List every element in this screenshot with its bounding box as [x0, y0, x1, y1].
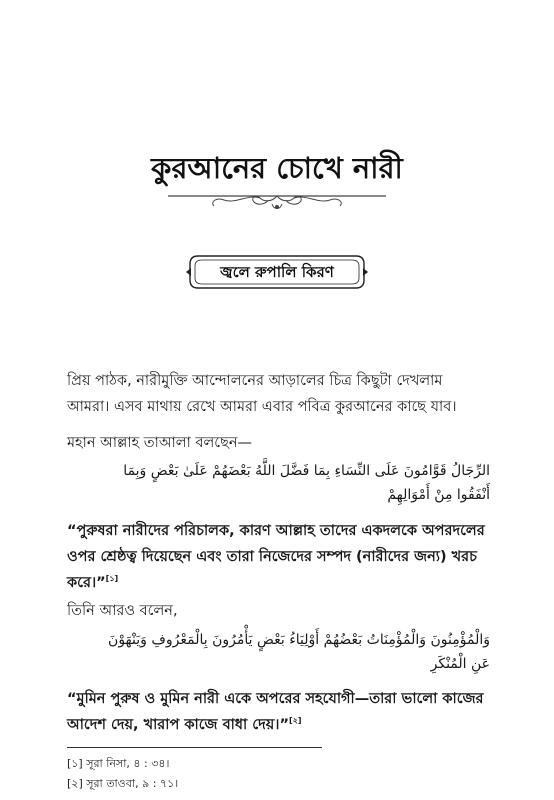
translation-1	[67, 518, 487, 596]
arabic-verse-2: وَالْمُؤْمِنُونَ وَالْمُؤْمِنَاتُ بَعْضُهُمْ أَوْلِيَاءُ بَعْضٍ يَأْمُرُونَ بِالْمَعْرُوفِ وَيَنْهَوْنَ عَنِ الْمُنْكَرِ	[108, 632, 490, 672]
footnote-ref-1[interactable]: [১]	[105, 574, 119, 584]
footnote-1: [১] সূরা নিসা, ৪ : ৩৪।	[67, 757, 170, 770]
section-badge-label: জ্বলে রুপালি কিরণ	[220, 263, 334, 281]
section-badge	[186, 252, 368, 292]
title-ornament	[168, 188, 386, 218]
arabic-verse-1: الرِّجَالُ قَوَّامُونَ عَلَى النِّسَاءِ بِمَا فَضَّلَ اللَّهُ بَعْضَهُمْ عَلَىٰ بَعْضٍ وَبِمَا أَنْفَقُوا مِنْ أَمْوَالِهِمْ	[123, 463, 490, 503]
lead-line-1: মহান আল্লাহ তাআলা বলছেন—	[67, 435, 253, 451]
footnote-divider	[67, 747, 322, 748]
translation-1-text: “পুরুষরা নারীদের পরিচালক, কারণ আল্লাহ তাদের একদলকে অপরদলের ওপর শ্রেষ্ঠত্ব দিয়েছেন এবং তারা নিজেদের সম্পদ (নারীদের জন্য) খরচ করে।”	[67, 523, 485, 591]
translation-2	[67, 686, 487, 738]
footnote-2: [২] সূরা তাওবা, ৯ : ৭১।	[67, 777, 179, 790]
footnote-ref-2[interactable]: [২]	[289, 716, 302, 726]
intro-paragraph: প্রিয় পাঠক, নারীমুক্তি আন্দোলনের আড়ালের চিত্র কিছুটা দেখলাম আমরা। এসব মাথায় রেখে আমরা এবার পবিত্র কুরআনের কাছে যাব।	[67, 373, 457, 415]
translation-2-text: “মুমিন পুরুষ ও মুমিন নারী একে অপরের সহযোগী—তারা ভালো কাজের আদেশ দেয়, খারাপ কাজে বাধা দেয়।”	[67, 691, 484, 733]
chapter-title: কুরআনের চোখে নারী	[151, 151, 403, 185]
lead-line-2: তিনি আরও বলেন,	[67, 603, 178, 619]
